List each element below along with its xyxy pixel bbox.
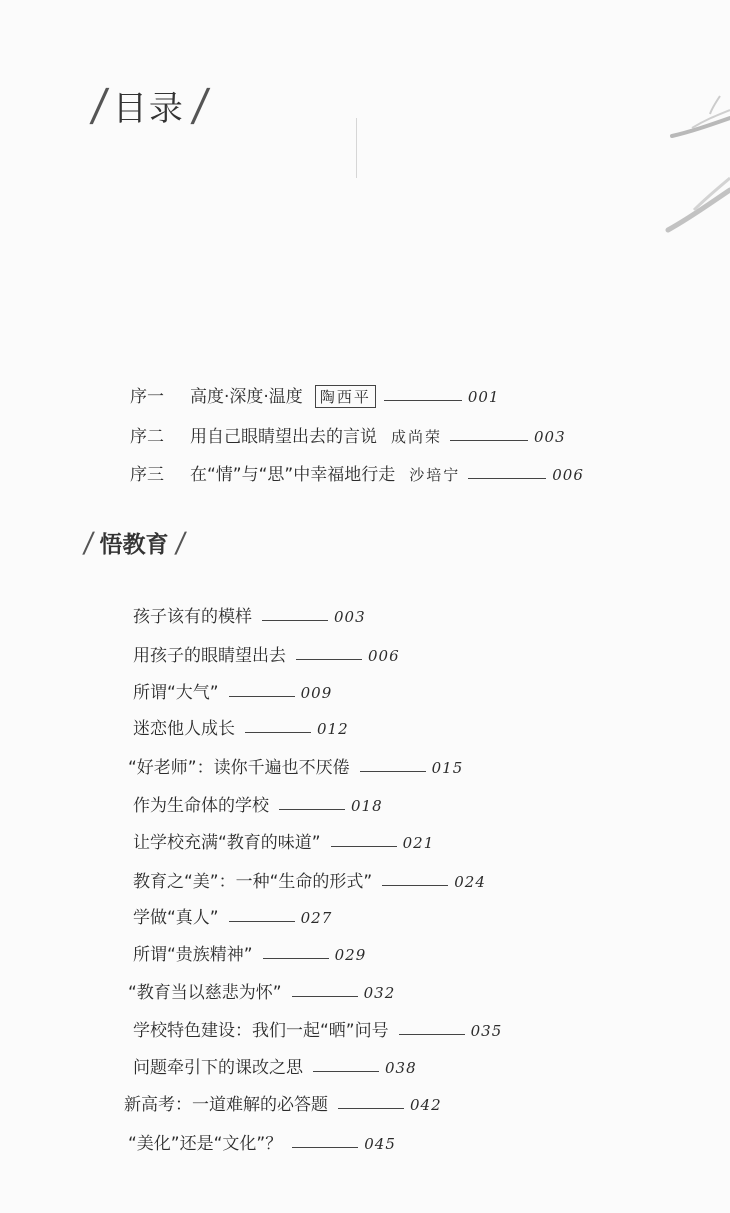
entry-title: 迷恋他人成长 — [133, 719, 235, 739]
entry-title: 让学校充满“教育的味道” — [133, 833, 321, 853]
title-text: 目录 — [112, 89, 185, 129]
preface-row[interactable] — [130, 422, 566, 447]
entry-title: 新高考：一道难解的必答题 — [124, 1095, 328, 1115]
entry-title: 孩子该有的模样 — [133, 607, 252, 627]
decorative-stroke — [356, 118, 357, 178]
section-title: 悟教育 — [99, 532, 169, 558]
leader-line — [292, 996, 358, 997]
page-number: 015 — [431, 759, 464, 777]
leader-line — [263, 958, 329, 959]
toc-entry[interactable] — [133, 678, 332, 703]
page-number: 003 — [334, 608, 366, 626]
toc-entry[interactable] — [133, 641, 400, 666]
leader-line — [360, 771, 426, 772]
preface-author: 陶西平 — [315, 385, 376, 408]
entry-title: “教育当以慈悲为怀” — [128, 983, 282, 1003]
page-number: 024 — [454, 873, 486, 891]
preface-author: 成尚荣 — [391, 428, 443, 446]
page-number: 042 — [410, 1096, 442, 1114]
page-number: 021 — [402, 834, 435, 852]
toc-entry[interactable] — [133, 1016, 502, 1041]
toc-entry[interactable] — [133, 940, 366, 965]
entry-title: 教育之“美”：一种“生命的形式” — [133, 872, 373, 892]
entry-title: “好老师”：读你千遍也不厌倦 — [128, 758, 350, 778]
leader-line — [338, 1108, 404, 1109]
toc-entry[interactable] — [128, 753, 463, 778]
toc-entry[interactable] — [133, 602, 366, 627]
page-number: 012 — [317, 720, 349, 738]
page-number: 009 — [300, 684, 333, 702]
page-number: 038 — [385, 1059, 417, 1077]
toc-entry[interactable] — [124, 1090, 442, 1115]
leader-line — [399, 1034, 465, 1035]
title-slash-right: / — [189, 80, 214, 131]
page-number: 006 — [368, 647, 400, 665]
page-number: 006 — [552, 466, 584, 484]
toc-entry[interactable] — [128, 978, 395, 1003]
preface-title: 在“情”与“思”中幸福地行走 — [190, 465, 396, 485]
entry-title: 所谓“大气” — [133, 683, 219, 703]
leader-line — [292, 1147, 358, 1148]
ink-branch-illustration — [620, 70, 730, 240]
leader-line — [279, 809, 345, 810]
leader-line — [450, 440, 528, 441]
entry-title: 作为生命体的学校 — [133, 796, 269, 816]
page-number: 027 — [300, 909, 333, 927]
toc-entry[interactable] — [133, 1053, 417, 1078]
page-number: 001 — [467, 388, 500, 406]
leader-line — [229, 696, 295, 697]
preface-row[interactable] — [130, 460, 584, 485]
preface-label: 序一 — [130, 387, 164, 407]
page-number: 029 — [334, 946, 367, 964]
preface-author: 沙培宁 — [409, 466, 461, 484]
preface-title: 高度·深度·温度 — [190, 387, 303, 407]
preface-label: 序二 — [130, 427, 164, 447]
leader-line — [331, 846, 397, 847]
leader-line — [382, 885, 448, 886]
page-number: 032 — [363, 984, 396, 1002]
leader-line — [384, 400, 462, 401]
page-number: 018 — [351, 797, 383, 815]
preface-title: 用自己眼睛望出去的言说 — [190, 427, 377, 447]
page-number: 035 — [470, 1022, 503, 1040]
page-number: 045 — [364, 1135, 396, 1153]
title-slash-left: / — [88, 80, 113, 131]
entry-title: 用孩子的眼睛望出去 — [133, 646, 286, 666]
leader-line — [296, 659, 362, 660]
section-slash-right: / — [174, 526, 189, 559]
page-title — [88, 80, 214, 131]
page-number: 003 — [534, 428, 566, 446]
toc-entry[interactable] — [128, 1129, 396, 1154]
section-heading — [81, 526, 189, 559]
preface-row[interactable] — [130, 382, 499, 408]
entry-title: 问题牵引下的课改之思 — [133, 1058, 303, 1078]
leader-line — [468, 478, 546, 479]
entry-title: 学校特色建设：我们一起“晒”问号 — [133, 1021, 389, 1041]
leader-line — [229, 921, 295, 922]
entry-title: 学做“真人” — [133, 908, 219, 928]
leader-line — [262, 620, 328, 621]
toc-entry[interactable] — [133, 828, 434, 853]
leader-line — [313, 1071, 379, 1072]
preface-label: 序三 — [130, 465, 164, 485]
entry-title: “美化”还是“文化”？ — [128, 1134, 283, 1154]
entry-title: 所谓“贵族精神” — [133, 945, 253, 965]
toc-entry[interactable] — [133, 867, 486, 892]
toc-entry[interactable] — [133, 903, 332, 928]
toc-entry[interactable] — [133, 791, 383, 816]
leader-line — [245, 732, 311, 733]
section-slash-left: / — [81, 526, 96, 559]
toc-entry[interactable] — [133, 714, 349, 739]
